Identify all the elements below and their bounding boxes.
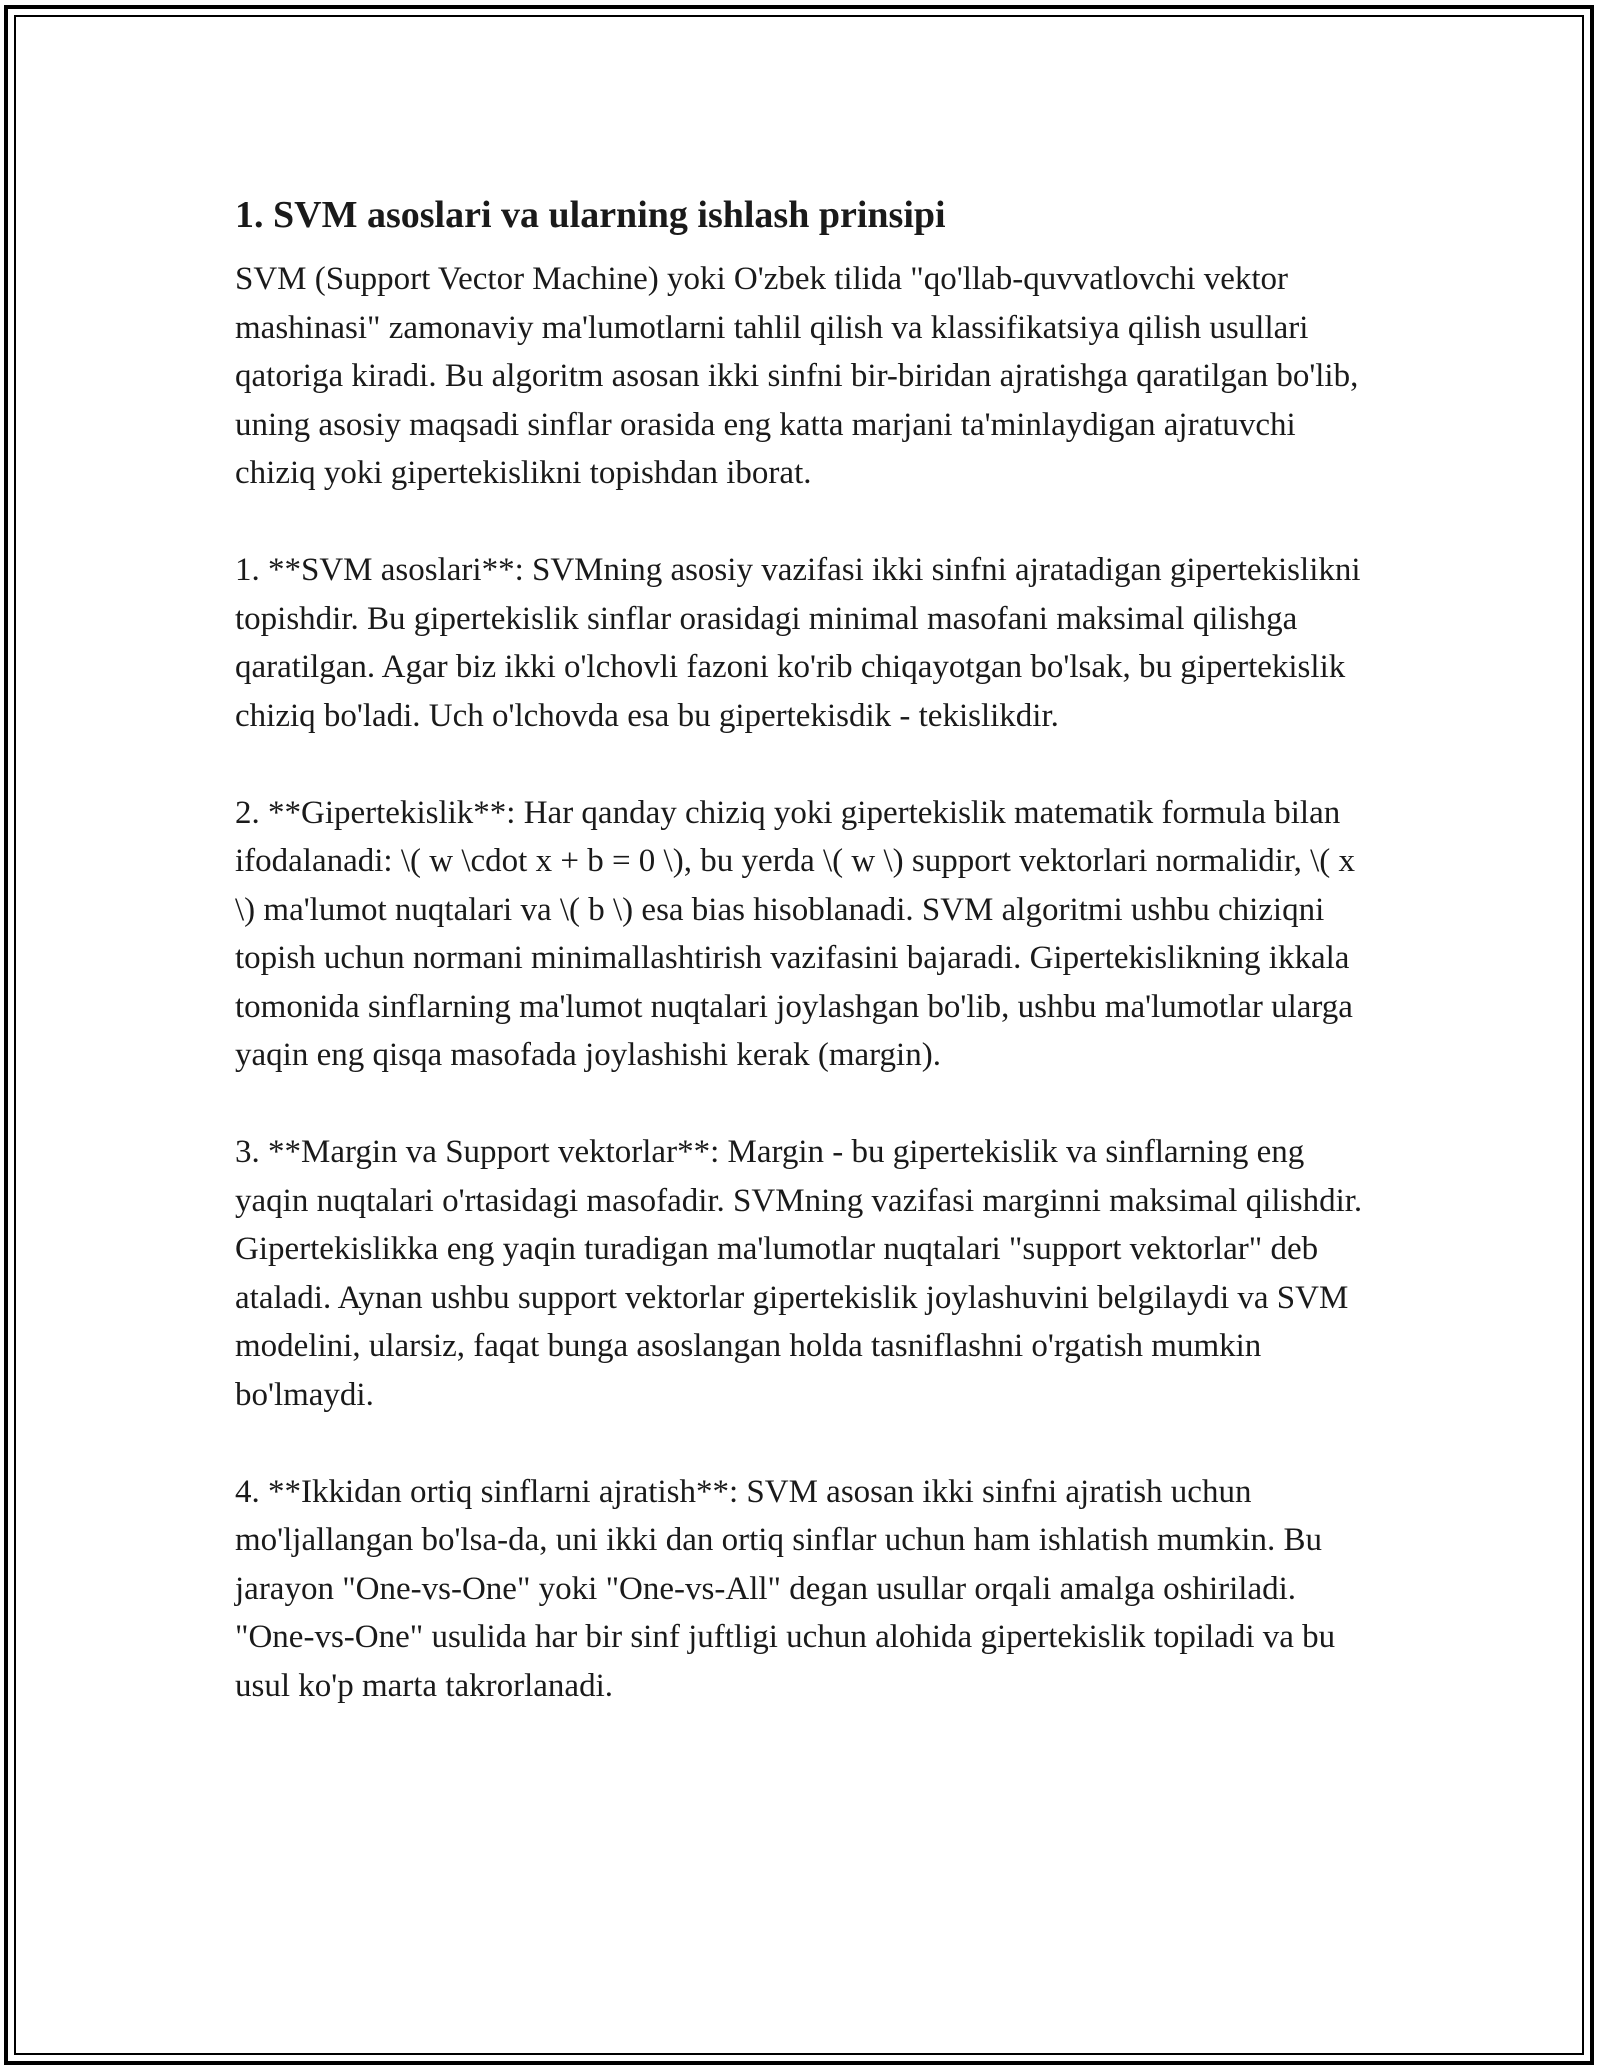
document-body (235, 187, 1375, 1759)
section-multiclass-paragraph: 4. **Ikkidan ortiq sinflarni ajratish**: SVM asosan ikki sinfni ajratish uchun mo'ljallangan bo'lsa-da, uni ikki dan ortiq sinflar uchun ham ishlatish mumkin. Bu jarayon "One-vs-One" yoki "One-vs-All" degan usullar orqali amalga oshiriladi. "One-vs-One" usulida har bir sinf juftligi uchun alohida gipertekislik topiladi va bu usul ko'p marta takrorlanadi. (235, 1473, 1336, 1704)
section-margin-support-vectors-paragraph: 3. **Margin va Support vektorlar**: Margin - bu gipertekislik va sinflarning eng yaqin nuqtalari o'rtasidagi masofadir. SVMning vazifasi marginni maksimal qilishdir. Gipertekislikka eng yaqin turadigan ma'lumotlar nuqtalari "support vektorlar" deb ataladi. Aynan ushbu support vektorlar gipertekislik joylashuvini belgilaydi va SVM modelini, ularsiz, faqat bunga asoslangan holda tasniflashni o'rgatish mumkin bo'lmaydi. (235, 1134, 1363, 1413)
document-title: 1. SVM asoslari va ularning ishlash prinsipi (235, 194, 946, 236)
section-hyperplane-paragraph: 2. **Gipertekislik**: Har qanday chiziq yoki gipertekislik matematik formula bilan ifodalanadi: \( w \cdot x + b = 0 \), bu yerda \( w \) support vektorlari normalidir, \( x \) ma'lumot nuqtalari va \( b \) esa bias hisoblanadi. SVM algoritmi ushbu chiziqni topish uchun normani minimallashtirish vazifasini bajaradi. Gipertekislikning ikkala tomonida sinflarning ma'lumot nuqtalari joylashgan bo'lib, ushbu ma'lumotlar ularga yaqin eng qisqa masofada joylashishi kerak (margin). (235, 794, 1356, 1073)
section-svm-basics-paragraph: 1. **SVM asoslari**: SVMning asosiy vazifasi ikki sinfni ajratadigan gipertekislikni topishdir. Bu gipertekislik sinflar orasidagi minimal masofani maksimal qilishga qaratilgan. Agar biz ikki o'lchovli fazoni ko'rib chiqayotgan bo'lsak, bu gipertekislik chiziq bo'ladi. Uch o'lchovda esa bu gipertekisdik - tekislikdir. (235, 552, 1361, 734)
intro-paragraph: SVM (Support Vector Machine) yoki O'zbek tilida "qo'llab-quvvatlovchi vektor mashinasi" zamonaviy ma'lumotlarni tahlil qilish va klassifikatsiya qilish usullari qatoriga kiradi. Bu algoritm asosan ikki sinfni bir-biridan ajratishga qaratilgan bo'lib, uning asosiy maqsadi sinflar orasida eng katta marjani ta'minlaydigan ajratuvchi chiziq yoki gipertekislikni topishdan iborat. (235, 261, 1359, 491)
